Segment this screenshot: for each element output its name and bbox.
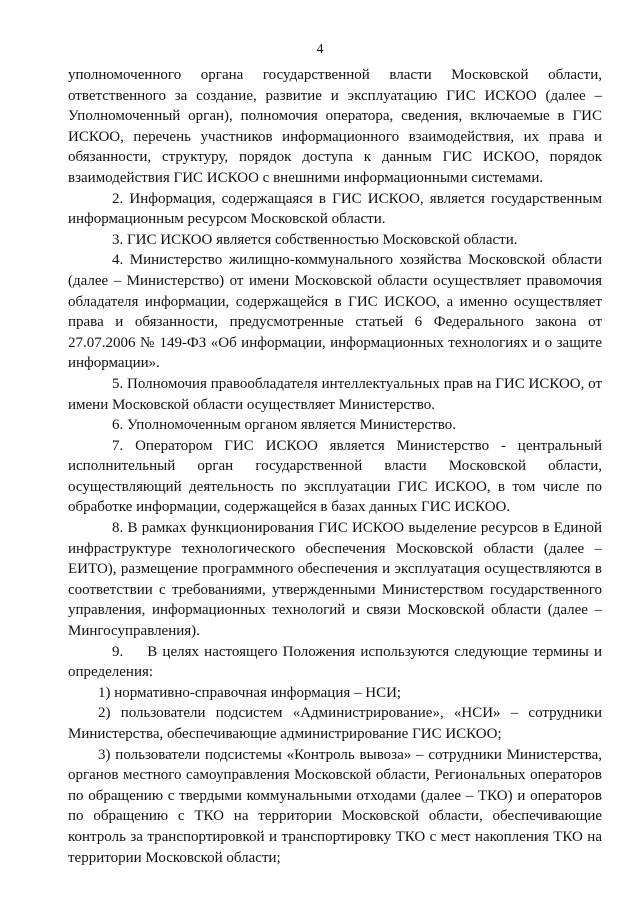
paragraph-item-5: 5. Полномочия правообладателя интеллектуальных прав на ГИС ИСКОО, от имени Московской области осуществляет Министерство. — [68, 375, 602, 413]
paragraph-item-4: 4. Министерство жилищно-коммунального хозяйства Московской области (далее – Министерство) от имени Московской области осуществляет правомочия обладателя информации, содержащейся в ГИС ИСКОО, а именно осуществляет права и обязанности, предусмотренные статьей 6 Федерального закона от 27.07.2006 № 149-ФЗ «Об информации, информационных технологиях и о защите информации». — [68, 252, 602, 372]
document-body — [68, 65, 602, 868]
item-9-text: В целях настоящего Положения используются следующие термины и определения: — [68, 643, 602, 681]
term-2: 2) пользователи подсистем «Администрирование», «НСИ» – сотрудники Министерства, обеспечивающие администрирование ГИС ИСКОО; — [68, 705, 602, 742]
paragraph-item-8: 8. В рамках функционирования ГИС ИСКОО выделение ресурсов в Единой инфраструктуре технологического обеспечения Московской области (далее – ЕИТО), размещение программного обеспечения и эксплуатация осуществляются в соответствии с требованиями, утвержденными Министерством государственного управления, информационных технологий и связи Московской области (далее – Мингосуправления). — [68, 520, 602, 640]
paragraph-item-7: 7. Оператором ГИС ИСКОО является Министерство - центральный исполнительный орган государственной власти Московской области, осуществляющий деятельность по эксплуатации ГИС ИСКОО, в том числе по обработке информации, содержащейся в базах данных ГИС ИСКОО. — [68, 437, 602, 516]
page-number: 4 — [316, 42, 324, 57]
paragraph-item-2: 2. Информация, содержащаяся в ГИС ИСКОО, является государственным информационным ресурсом Московской области. — [68, 190, 602, 228]
term-1: 1) нормативно-справочная информация – НСИ; — [98, 684, 402, 701]
paragraph-1-continuation: уполномоченного органа государственной власти Московской области, ответственного за создание, развитие и эксплуатацию ГИС ИСКОО (далее – Уполномоченный орган), полномочия оператора, сведения, включаемые в ГИС ИСКОО, перечень участников информационного взаимодействия, их права и обязанности, структуру, порядок доступа к данным ГИС ИСКОО, порядок взаимодействия ГИС ИСКОО с внешними информационными системами. — [68, 67, 602, 186]
paragraph-item-3: 3. ГИС ИСКОО является собственностью Московской области. — [112, 231, 518, 248]
paragraph-item-6: 6. Уполномоченным органом является Министерство. — [112, 417, 456, 434]
item-9-number: 9. — [112, 643, 124, 660]
term-3: 3) пользователи подсистемы «Контроль вывоза» – сотрудники Министерства, органов местного самоуправления Московской области, Региональных операторов по обращению с твердыми коммунальными отходами (далее – ТКО) и операторов по обращению с ТКО на территории Московской области, обеспечивающие контроль за транспортировкой и транспортировку ТКО с мест накопления ТКО на территории Московской области; — [68, 746, 602, 866]
paragraph-item-9 — [68, 642, 602, 683]
